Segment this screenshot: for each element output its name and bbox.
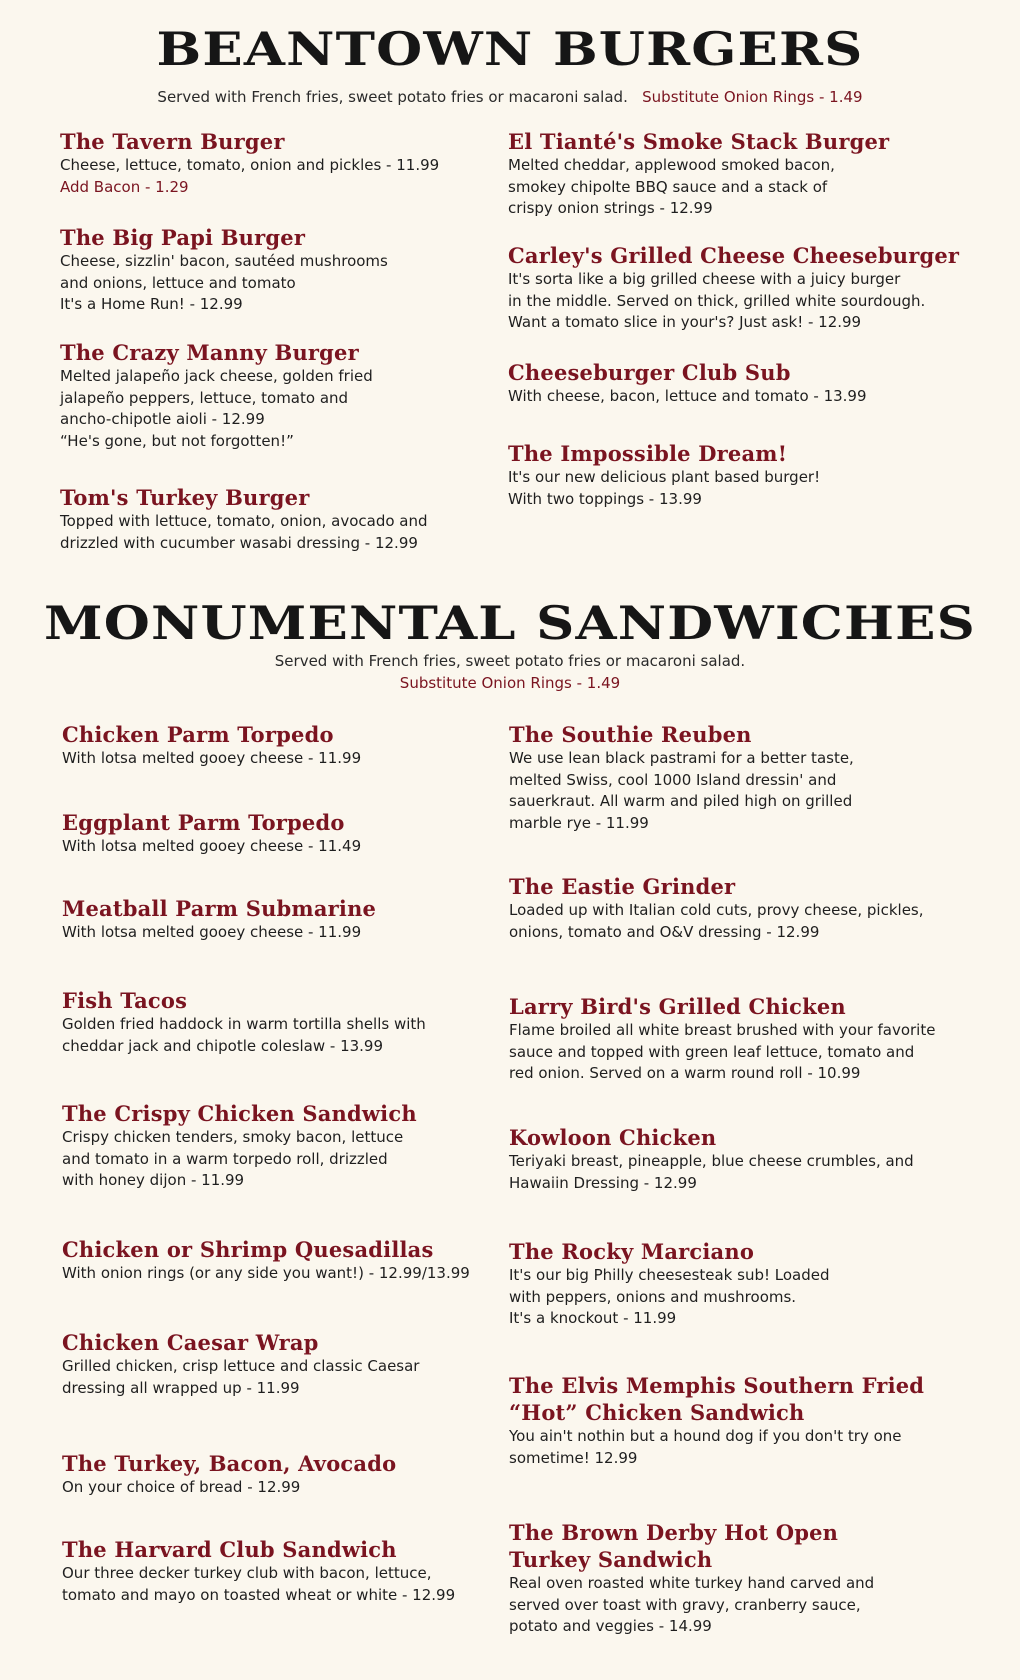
item-name: The Impossible Dream!: [508, 441, 788, 466]
menu-item: [508, 128, 889, 220]
item-description: Loaded up with Italian cold cuts, provy cheese, pickles, onions, tomato and O&V dressing - 12.99: [509, 901, 924, 941]
item-name: The Crazy Manny Burger: [60, 340, 359, 365]
item-name: The Brown Derby Hot Open Turkey Sandwich: [509, 1520, 839, 1572]
item-name: The Southie Reuben: [509, 722, 752, 747]
menu-item: [62, 721, 361, 770]
menu-item: [62, 1536, 455, 1606]
menu-item: [509, 993, 935, 1085]
menu-item: [62, 895, 376, 944]
item-name: Kowloon Chicken: [509, 1125, 717, 1150]
item-name: Cheeseburger Club Sub: [508, 360, 791, 385]
item-description: Cheese, lettuce, tomato, onion and pickles - 11.99: [60, 156, 440, 174]
item-description: With lotsa melted gooey cheese - 11.49: [62, 837, 362, 855]
item-description: Cheese, sizzlin' bacon, sautéed mushrooms and onions, lettuce and tomato It's a Home Run! - 12.99: [60, 252, 388, 313]
item-description: With lotsa melted gooey cheese - 11.99: [62, 923, 362, 941]
item-name: Meatball Parm Submarine: [62, 896, 377, 921]
menu-item: [62, 1100, 417, 1192]
item-description: Golden fried haddock in warm tortilla shells with cheddar jack and chipotle coleslaw - 13.99: [62, 1015, 426, 1055]
sandwiches-substitute-note: Substitute Onion Rings - 1.49: [399, 674, 621, 692]
item-description: Crispy chicken tenders, smoky bacon, lettuce and tomato in a warm torpedo roll, drizzled with honey dijon - 11.99: [62, 1128, 404, 1189]
menu-item: [60, 128, 439, 198]
item-addon: Add Bacon - 1.29: [60, 177, 189, 196]
menu-item: [509, 1124, 914, 1194]
item-description: You ain't nothin but a hound dog if you don't try one sometime! 12.99: [509, 1427, 902, 1467]
item-name: Chicken Caesar Wrap: [62, 1330, 319, 1355]
sandwiches-sides-note: Served with French fries, sweet potato fries or macaroni salad.: [274, 652, 746, 670]
burgers-intro: [0, 86, 1020, 108]
menu-item: [508, 440, 820, 510]
menu-item: [62, 987, 426, 1057]
item-description: Real oven roasted white turkey hand carved and served over toast with gravy, cranberry sauce, potato and veggies - 14.99: [509, 1574, 875, 1635]
item-name: The Tavern Burger: [60, 129, 285, 154]
menu-item: [509, 721, 854, 834]
item-description: Teriyaki breast, pineapple, blue cheese crumbles, and Hawaiin Dressing - 12.99: [509, 1152, 914, 1192]
sandwiches-title: MONUMENTAL SANDWICHES: [44, 596, 976, 650]
item-name: Fish Tacos: [62, 988, 188, 1013]
item-description: Grilled chicken, crisp lettuce and classic Caesar dressing all wrapped up - 11.99: [62, 1357, 420, 1397]
menu-item: [509, 1519, 874, 1638]
item-name: The Rocky Marciano: [509, 1239, 755, 1264]
item-description: It's our big Philly cheesesteak sub! Loaded with peppers, onions and mushrooms. It's a knockout - 11.99: [509, 1266, 830, 1327]
item-name: El Tianté's Smoke Stack Burger: [508, 129, 890, 154]
item-name: Carley's Grilled Cheese Cheeseburger: [508, 243, 960, 268]
menu-item: [509, 1238, 830, 1330]
burgers-sides-note: Served with French fries, sweet potato fries or macaroni salad.: [157, 88, 628, 106]
item-name: The Turkey, Bacon, Avocado: [62, 1451, 397, 1476]
item-description: Topped with lettuce, tomato, onion, avocado and drizzled with cucumber wasabi dressing - 12.99: [60, 512, 428, 552]
item-name: The Eastie Grinder: [509, 874, 736, 899]
menu-item: [62, 1329, 419, 1399]
item-description: It's sorta like a big grilled cheese with a juicy burger in the middle. Served on thick, grilled white sourdough. Want a tomato slice in your's? Just ask! - 12.99: [508, 270, 926, 331]
item-name: Chicken or Shrimp Quesadillas: [62, 1237, 434, 1262]
item-description: Flame broiled all white breast brushed with your favorite sauce and topped with green leaf lettuce, tomato and red onion. Served on a warm round roll - 10.99: [509, 1021, 936, 1082]
item-name: The Crispy Chicken Sandwich: [62, 1101, 417, 1126]
item-description: Melted jalapeño jack cheese, golden fried jalapeño peppers, lettuce, tomato and ancho-chipotle aioli - 12.99 “He's gone, but not forgotten!”: [60, 367, 373, 450]
item-description: It's our new delicious plant based burger! With two toppings - 13.99: [508, 468, 821, 508]
menu-item: [62, 1450, 396, 1499]
menu-item: [60, 484, 428, 554]
menu-item: [62, 1236, 470, 1285]
item-name: The Big Papi Burger: [60, 225, 306, 250]
item-description: With onion rings (or any side you want!) - 12.99/13.99: [62, 1264, 470, 1282]
menu-item: [62, 809, 361, 858]
item-name: Eggplant Parm Torpedo: [62, 810, 345, 835]
menu-item: [509, 873, 924, 943]
item-description: With lotsa melted gooey cheese - 11.99: [62, 749, 362, 767]
item-name: Larry Bird's Grilled Chicken: [509, 994, 846, 1019]
menu-item: [509, 1372, 924, 1469]
menu-item: [508, 359, 867, 408]
item-name: Tom's Turkey Burger: [60, 485, 310, 510]
burgers-substitute-note: Substitute Onion Rings - 1.49: [642, 88, 863, 106]
burgers-title: BEANTOWN BURGERS: [156, 22, 864, 76]
item-description: On your choice of bread - 12.99: [62, 1478, 301, 1496]
item-name: The Elvis Memphis Southern Fried “Hot” Chicken Sandwich: [509, 1373, 925, 1425]
item-name: The Harvard Club Sandwich: [62, 1537, 397, 1562]
item-description: With cheese, bacon, lettuce and tomato - 13.99: [508, 387, 867, 405]
item-description: We use lean black pastrami for a better taste, melted Swiss, cool 1000 Island dressin' and sauerkraut. All warm and piled high on grilled marble rye - 11.99: [509, 749, 854, 832]
menu-item: [508, 242, 959, 334]
item-name: Chicken Parm Torpedo: [62, 722, 334, 747]
menu-item: [60, 224, 388, 316]
item-description: Melted cheddar, applewood smoked bacon, smokey chipolte BBQ sauce and a stack of crispy onion strings - 12.99: [508, 156, 835, 217]
item-description: Our three decker turkey club with bacon, lettuce, tomato and mayo on toasted wheat or white - 12.99: [62, 1564, 456, 1604]
menu-item: [60, 339, 373, 452]
